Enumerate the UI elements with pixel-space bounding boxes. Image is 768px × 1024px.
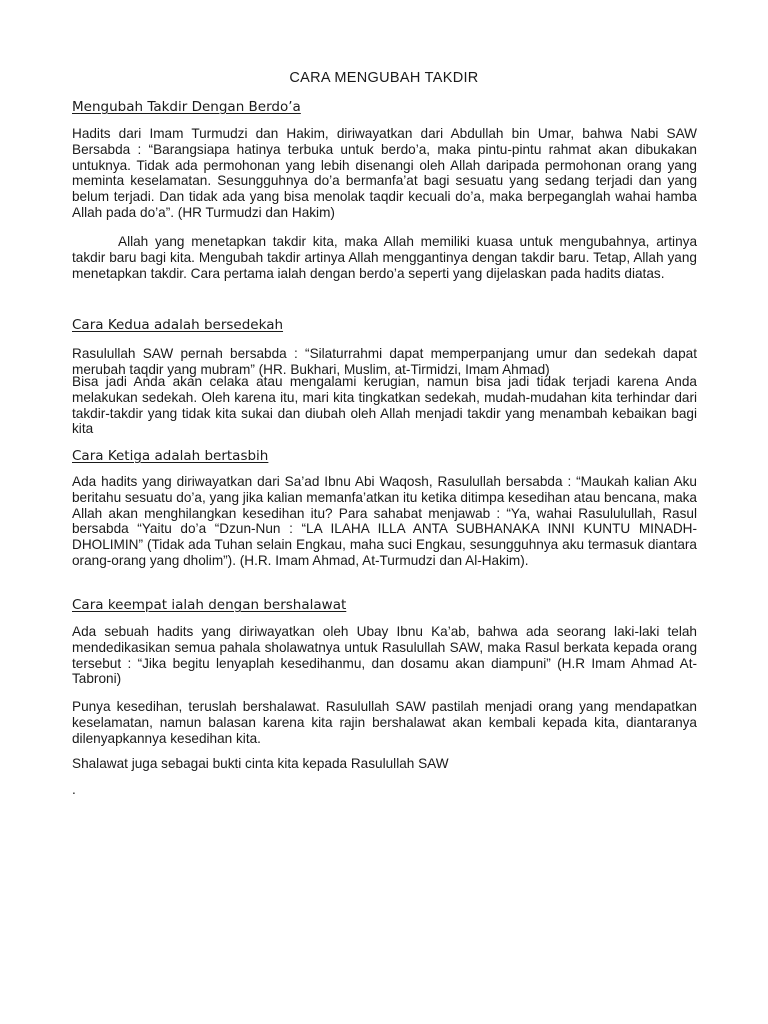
section-heading-bershalawat: Cara keempat ialah dengan bershalawat — [72, 597, 347, 613]
paragraph: Shalawat juga sebagai bukti cinta kita kepada Rasulullah SAW — [72, 756, 449, 771]
trailing-mark: . — [72, 782, 76, 797]
paragraph: Punya kesedihan, teruslah bershalawat. Rasulullah SAW pastilah menjadi orang yang mendapatkan keselamatan, namun balasan karena kita rajin bershalawat akan kembali kepada kita, diantaranya dilenyapkannya kesedihan kita. — [72, 699, 697, 746]
section-heading-sedekah: Cara Kedua adalah bersedekah — [72, 317, 284, 333]
section-heading-bertasbih: Cara Ketiga adalah bertasbih — [72, 448, 269, 464]
document-title: CARA MENGUBAH TAKDIR — [289, 70, 479, 86]
paragraph: Ada sebuah hadits yang diriwayatkan oleh Ubay Ibnu Ka’ab, bahwa ada seorang laki-laki telah mendedikasikan semua pahala sholawatnya untuk Rasulullah SAW, maka Rasul berkata kepada orang tersebut : “Jika begitu lenyaplah kesedihanmu, dan dosamu akan diampuni” (H.R Imam Ahmad At-Tabroni) — [72, 624, 697, 687]
paragraph: Bisa jadi Anda akan celaka atau mengalami kerugian, namun bisa jadi tidak terjadi karena Anda melakukan sedekah. Oleh karena itu, mari kita tingkatkan sedekah, mudah-mudahan kita terhindar dari takdir-takdir yang tidak kita sukai dan diubah oleh Allah menjadi takdir yang menambah kebaikan bagi kita — [72, 374, 697, 437]
paragraph: Hadits dari Imam Turmudzi dan Hakim, diriwayatkan dari Abdullah bin Umar, bahwa Nabi SAW Bersabda : “Barangsiapa hatinya terbuka untuk berdo’a, maka pintu-pintu rahmat akan dibukakan untuknya. Tidak ada permohonan yang lebih disenangi oleh Allah daripada permohonan orang yang meminta keselamatan. Sesungguhnya do’a bermanfa’at bagi sesuatu yang sedang terjadi dan yang belum terjadi. Dan tidak ada yang bisa menolak taqdir kecuali do’a, maka berpeganglah wahai hamba Allah pada do’a”. (HR Turmudzi dan Hakim) — [72, 126, 697, 220]
paragraph: Rasulullah SAW pernah bersabda : “Silaturrahmi dapat memperpanjang umur dan sedekah dapat merubah taqdir yang mubram” (HR. Bukhari, Muslim, at-Tirmidzi, Imam Ahmad) — [72, 346, 697, 377]
paragraph: Allah yang menetapkan takdir kita, maka Allah memiliki kuasa untuk mengubahnya, artinya takdir baru bagi kita. Mengubah takdir artinya Allah menggantinya dengan takdir baru. Tetap, Allah yang menetapkan takdir. Cara pertama ialah dengan berdo’a seperti yang dijelaskan pada hadits diatas. — [72, 234, 697, 281]
section-heading-berdoa: Mengubah Takdir Dengan Berdo’a — [72, 99, 301, 115]
paragraph: Ada hadits yang diriwayatkan dari Sa’ad Ibnu Abi Waqosh, Rasulullah bersabda : “Maukah kalian Aku beritahu sesuatu do’a, yang jika kalian memanfa’atkan itu ketika ditimpa kesedihan atau bencana, maka Allah akan menghilangkan kesedihan itu? Para sahabat menjawab : “Ya, wahai Rasululullah, Rasul bersabda “Yaitu do’a “Dzun-Nun : “LA ILAHA ILLA ANTA SUBHANAKA INNI KUNTU MINADH-DHOLIMIN” (Tidak ada Tuhan selain Engkau, maha suci Engkau, sesungguhnya aku termasuk diantara orang-orang yang dholim”). (H.R. Imam Ahmad, At-Turmudzi dan Al-Hakim). — [72, 474, 697, 568]
